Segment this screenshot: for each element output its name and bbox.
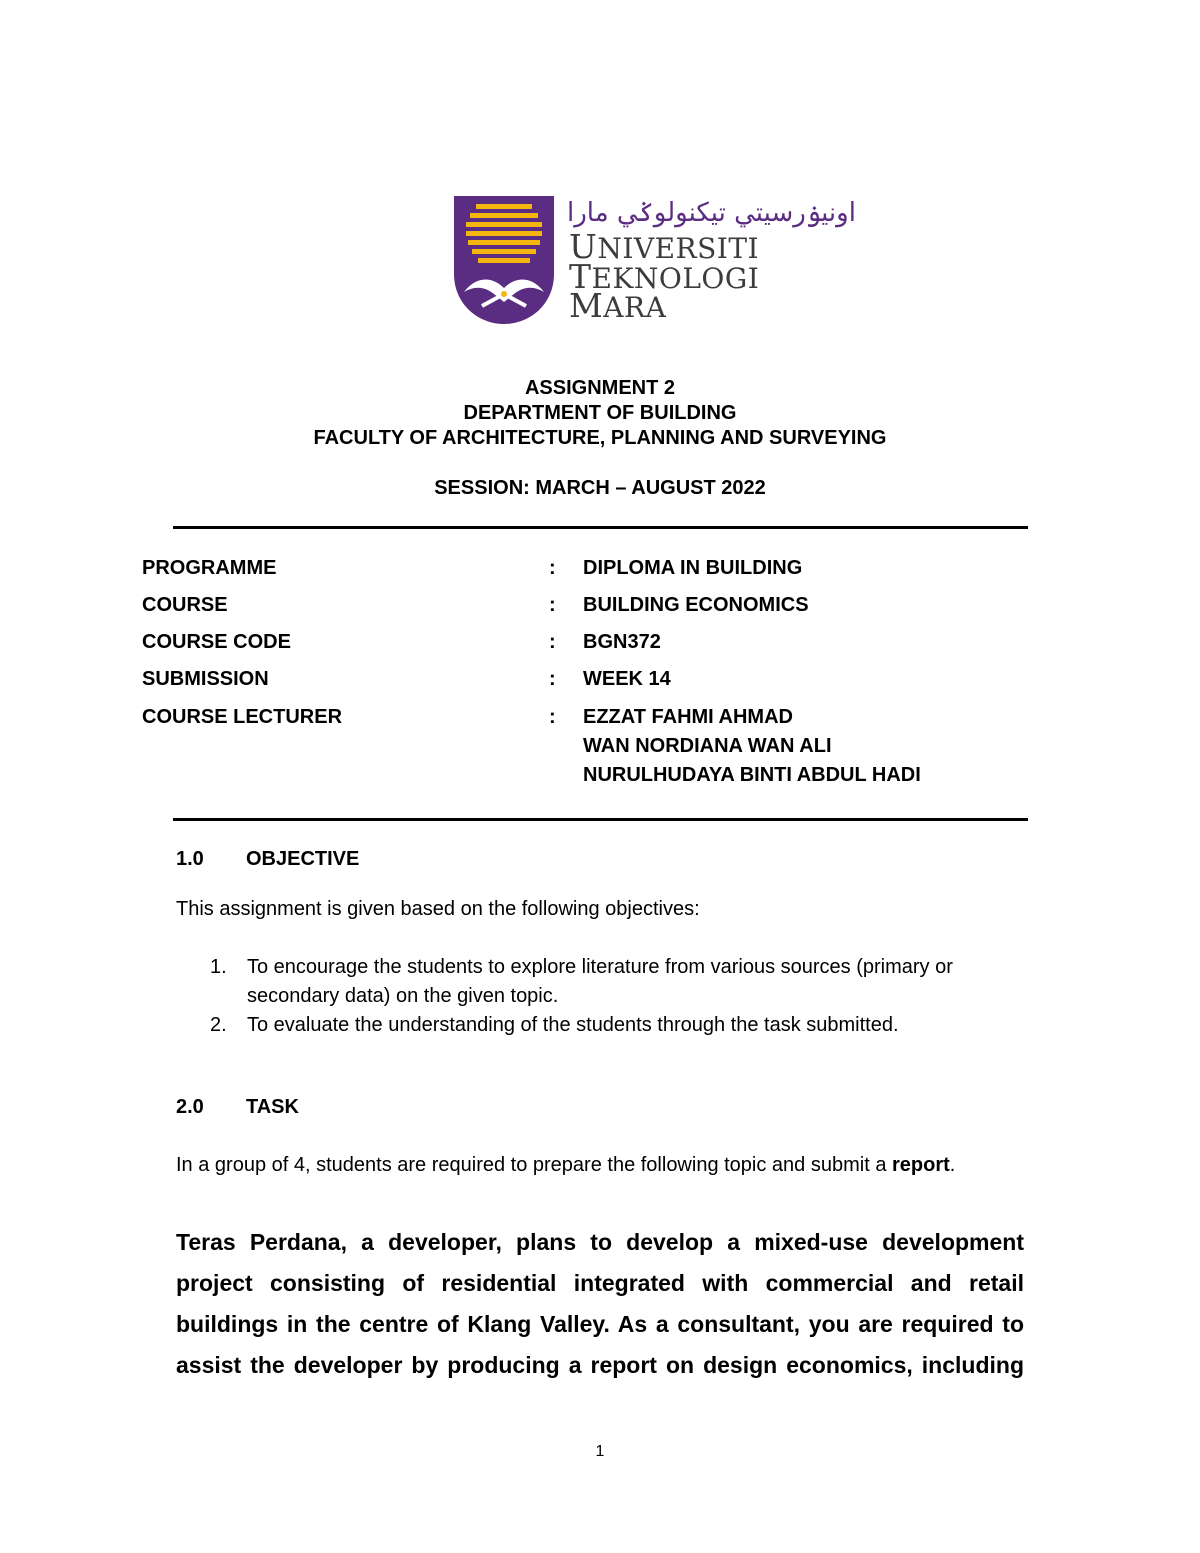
info-colon: : [549,594,556,616]
divider-bottom [173,818,1028,821]
info-colon: : [549,706,556,728]
info-label: PROGRAMME [142,557,277,579]
logo-word-mara: MARA [569,286,667,325]
list-number: 2. [210,1014,227,1036]
logo-jawi-text: اونيۏرسيتي تيكنولوݢي مارا [567,198,856,228]
task-intro-end: . [949,1154,956,1176]
lecturer-name: NURULHUDAYA BINTI ABDUL HADI [583,764,921,786]
logo-word-teknologi: TEKNOLOGI [569,257,760,296]
info-label: SUBMISSION [142,668,269,690]
divider-top [173,526,1028,529]
task-description: Teras Perdana, a developer, plans to develop a mixed-use development project consisting of residential integrated with commercial and retail buildings in the centre of Klang Valley. As a consultant, you are required to assist the developer by producing a report on design economics, including [176,1229,1024,1378]
list-text: To evaluate the understanding of the students through the task submitted. [247,1014,899,1036]
list-text: To encourage the students to explore literature from various sources (primary or secondary data) on the given topic. [247,956,953,1007]
page-number: 1 [595,1443,605,1460]
section-title: OBJECTIVE [246,848,360,870]
section-title: TASK [246,1096,299,1118]
info-value: DIPLOMA IN BUILDING [583,557,803,579]
task-intro-text: In a group of 4, students are required to prepare the following topic and submit a [176,1154,892,1176]
faculty-name: FACULTY OF ARCHITECTURE, PLANNING AND SURVEYING [313,427,887,449]
info-value: BGN372 [583,631,661,653]
info-label: COURSE CODE [142,631,291,653]
info-colon: : [549,668,556,690]
info-label: COURSE LECTURER [142,706,343,728]
uitm-crest-icon [454,196,554,324]
info-colon: : [549,557,556,579]
task-intro-bold: report [892,1154,950,1176]
list-number: 1. [210,956,227,978]
lecturer-name: WAN NORDIANA WAN ALI [583,735,832,757]
info-label: COURSE [142,594,228,616]
department-name: DEPARTMENT OF BUILDING [463,402,737,424]
session-text: SESSION: MARCH – AUGUST 2022 [434,477,766,499]
section-number: 2.0 [176,1096,204,1118]
objective-intro: This assignment is given based on the following objectives: [176,898,700,920]
section-number: 1.0 [176,848,204,870]
task-intro [176,1153,955,1178]
assignment-title: ASSIGNMENT 2 [524,377,676,399]
lecturer-name: EZZAT FAHMI AHMAD [583,706,793,728]
uitm-logo [454,196,856,326]
info-value: BUILDING ECONOMICS [583,594,809,616]
info-value: WEEK 14 [583,668,671,690]
logo-word-universiti: UNIVERSITI [569,227,760,266]
info-colon: : [549,631,556,653]
